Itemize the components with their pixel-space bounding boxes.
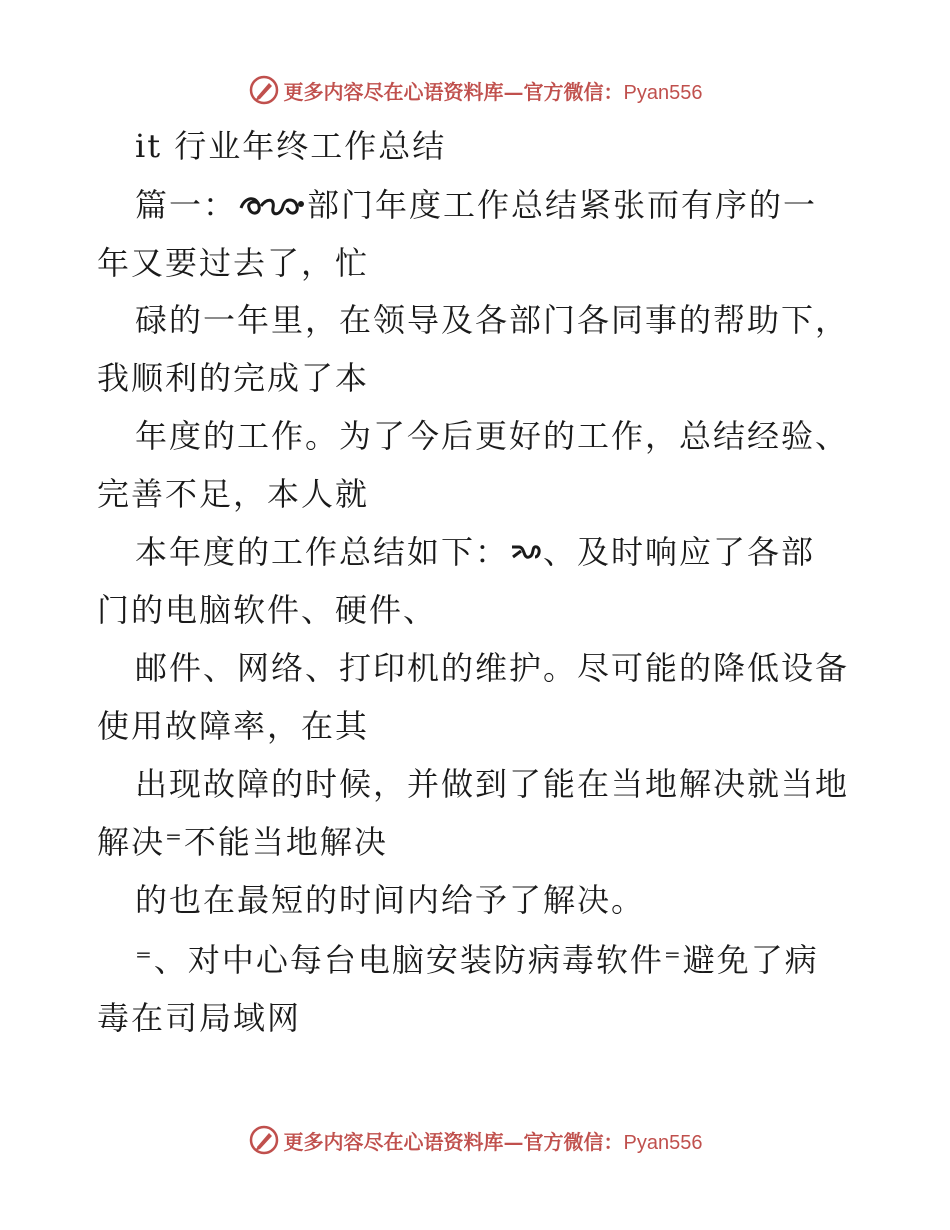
paragraph-line: 年又要过去了，忙 (97, 244, 370, 282)
header-banner-id: Pyan556 (623, 81, 703, 104)
footer-banner-text: 更多内容尽在心语资料库—官方微信：Pyan556 (283, 1129, 703, 1154)
footer-banner (0, 1120, 950, 1160)
paragraph-line: 解决⁼不能当地解决 (97, 823, 388, 861)
paragraph-line: 本年度的工作总结如下： 、及时响应了各部 (135, 533, 816, 571)
footer-banner-id: Pyan556 (623, 1131, 703, 1154)
pen-logo-icon (248, 74, 280, 106)
paragraph-line: 邮件、网络、打印机的维护。尽可能的降低设备 (135, 649, 850, 687)
document-title: it 行业年终工作总结 (135, 127, 447, 165)
paragraph-line: 的也在最短的时间内给予了解决。 (135, 881, 646, 919)
header-banner-text: 更多内容尽在心语资料库—官方微信：Pyan556 (283, 79, 703, 104)
paragraph-line: ⁼、对中心每台电脑安装防病毒软件⁼避免了病 (135, 941, 819, 979)
paragraph-line: 门的电脑软件、硬件、 (97, 591, 438, 629)
paragraph-line: 篇一： 部门年度工作总结紧张而有序的一 (135, 186, 818, 224)
header-banner (0, 70, 950, 110)
pen-logo-icon (248, 1124, 280, 1156)
ornament-glyph-icon (237, 190, 307, 220)
paragraph-line: 年度的工作。为了今后更好的工作，总结经验、 (135, 417, 850, 455)
ornament-glyph-icon (509, 537, 543, 567)
paragraph-line: 我顺利的完成了本 (97, 359, 370, 397)
paragraph-line: 碌的一年里，在领导及各部门各同事的帮助下， (135, 301, 850, 339)
paragraph-line: 出现故障的时候，并做到了能在当地解决就当地 (135, 765, 850, 803)
paragraph-line: 毒在司局域网 (97, 999, 302, 1037)
paragraph-line: 完善不足，本人就 (97, 475, 370, 513)
paragraph-line: 使用故障率，在其 (97, 707, 370, 745)
